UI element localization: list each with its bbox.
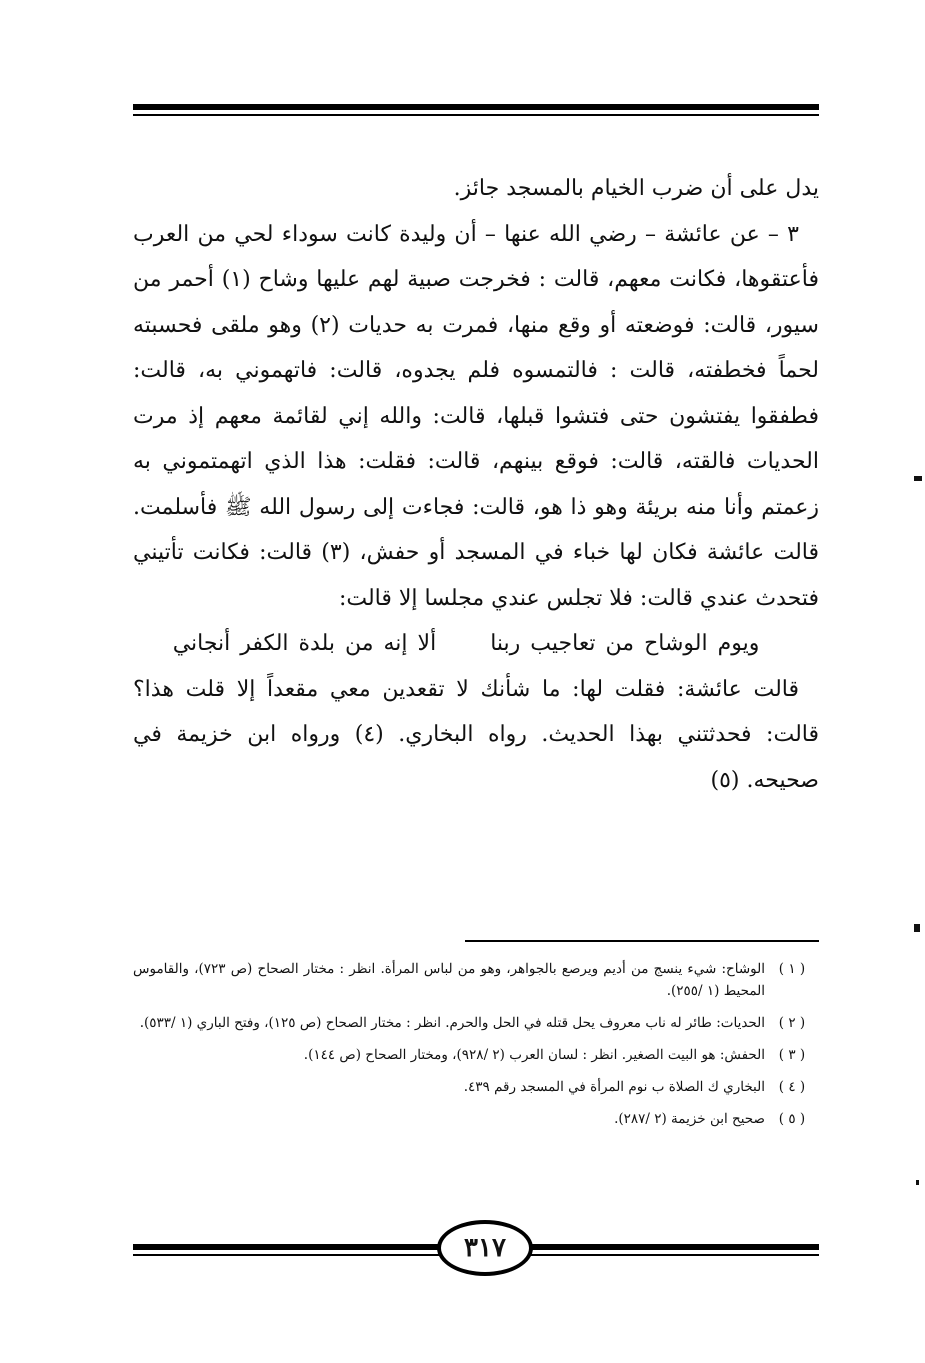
bottom-rule-right-thin [531,1254,819,1256]
footnote-text: صحيح ابن خزيمة (٢ /٢٨٧). [614,1111,765,1127]
paragraph-intro: يدل على أن ضرب الخيام بالمسجد جائز. [453,176,819,201]
footnote-text: الحفش: هو البيت الصغير. انظر : لسان العرب (٢ /٩٢٨)، ومختار الصحاح (ص ١٤٤). [303,1047,765,1063]
footnote-number: ( ٥ ) [778,1111,806,1127]
verse-first-hemistich: ويوم الوشاح من تعاجيب ربنا [490,631,760,656]
footnote-number: ( ٣ ) [778,1047,806,1063]
footnote-item [133,1108,819,1130]
verse-second-hemistich: ألا إنه من بلدة الكفر أنجاني [172,631,437,656]
paragraph-closing: قالت عائشة: فقلت لها: ما شأنك لا تقعدين معي مقعداً إلا قلت هذا؟ قالت: فحدثتني بهذا الحديث. رواه البخاري. (٤) ورواه ابن خزيمة في صحيحه. (٥) [133,676,819,793]
scan-edge-mark [914,476,922,481]
bottom-rule-left-thin [133,1254,439,1256]
footnote-text: البخاري ك الصلاة ب نوم المرأة في المسجد رقم ٤٣٩. [463,1079,765,1095]
footnote-item [133,1076,819,1098]
footnote-item [133,958,819,1002]
poetry-verse [133,621,819,667]
footnote-item [133,1044,819,1066]
scan-edge-mark [914,924,920,932]
footnote-number: ( ٢ ) [778,1015,806,1031]
footnote-item [133,1012,819,1034]
bottom-rule-right-thick [531,1244,819,1250]
footnote-text: الحديات: طائر له ناب معروف يحل قتله في الحل والحرم. انظر : مختار الصحاح (ص ١٢٥)، وفتح الباري (١ /٥٣٣). [139,1015,765,1031]
top-rule-thin [133,114,819,116]
main-text [133,166,819,803]
footnote-text: الوشاح: شيء ينسج من أديم ويرصع بالجواهر، وهو من لباس المرأة. انظر : مختار الصحاح (ص ٧٢٣)، والقاموس المحيط (١ /٢٥٥). [133,961,765,999]
footnotes [133,958,819,1140]
bottom-rule-left-thick [133,1244,439,1250]
scan-edge-mark [916,1180,919,1185]
top-rule-thick [133,104,819,110]
paragraph-hadith: ٣ – عن عائشة – رضي الله عنها – أن وليدة كانت سوداء لحي من العرب فأعتقوها، فكانت معهم، قالت : فخرجت صبية لهم عليها وشاح (١) أحمر من سيور، قالت: فوضعته أو وقع منها، فمرت به حديات (٢) وهو ملقى فحسبته لحماً فخطفته، قالت : فالتمسوه فلم يجدوه، قالت: فاتهموني به، قالت: فطفقوا يفتشون حتى فتشوا قبلها، قالت: والله إني لقائمة معهم إذ مرت الحديات فالقته، قالت: فوقع بينهم، قالت: فقلت: هذا الذي اتهمتموني به زعمتم وأنا منه بريئة وهو ذا هو، قالت: فجاءت إلى رسول الله ﷺ فأسلمت. قالت عائشة فكان لها خباء في المسجد أو حفش، (٣) قالت: فكانت تأتيني فتحدث عندي قالت: فلا تجلس عندي مجلسا إلا قالت: [133,221,819,611]
footnote-number: ( ١ ) [778,961,806,977]
footnote-number: ( ٤ ) [778,1079,806,1095]
footnote-separator [465,940,819,942]
page-number: ٣١٧ [437,1220,533,1276]
